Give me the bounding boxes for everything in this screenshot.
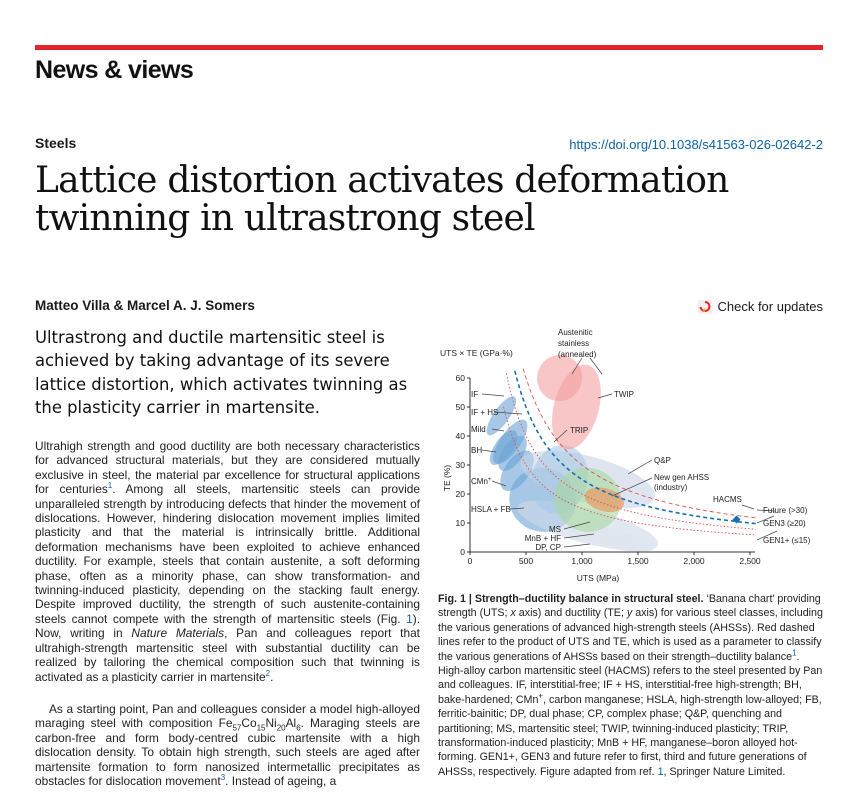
- subscript: 20: [276, 723, 286, 733]
- reference-link[interactable]: 1: [657, 765, 664, 778]
- y-tick-label: 50: [455, 402, 465, 412]
- body-paragraph-1: [35, 439, 420, 684]
- header-rule: [35, 45, 823, 50]
- check-for-updates-link[interactable]: [698, 299, 823, 314]
- figure-link[interactable]: 1: [406, 611, 413, 626]
- label-dp-cp: DP, CP: [535, 543, 561, 552]
- journal-section-brand: News & views: [35, 56, 194, 84]
- label-austenitic-3: (annealed): [558, 350, 597, 359]
- subscript: 6: [296, 723, 301, 733]
- label-mnb-hf: MnB + HF: [524, 534, 561, 543]
- figure-caption: [438, 592, 824, 779]
- caption-text: axis) for various steel classes, including the various generations of advanced high-strength steels (AHSSs). Red dashed lines refer to the product of UTS and TE, which is used as a parameter to classify the various generations of AHSSs based on their strength–ductility balance: [438, 607, 823, 663]
- body-text: , Pan and colleagues report that ultrahigh-strength martensitic steel with substantial ductility can be realized by tailoring the chemical composition such that twinning is activated as a plasticity carrier in martensite: [35, 626, 420, 684]
- caption-text: . High-alloy carbon martensitic steel (HACMS) refers to the steel presented by Pan and colleagues. IF, interstitial-free; IF + HS, interstitial-free high-strength; BH, bake-hardened; CMn: [438, 650, 823, 706]
- label-new-gen-1: New gen AHSS: [654, 473, 710, 482]
- leader-line: [628, 460, 652, 474]
- x-tick-label: 500: [518, 556, 534, 566]
- caption-italic: y: [626, 607, 633, 620]
- caption-text: axis) and ductility (TE;: [515, 607, 627, 620]
- regions-layer: [482, 350, 663, 562]
- caption-italic: x: [510, 607, 516, 620]
- x-axis-label: UTS (MPa): [576, 573, 620, 583]
- label-trip: TRIP: [570, 426, 589, 435]
- label-cmn: [471, 477, 492, 486]
- reference-link[interactable]: 1: [107, 481, 113, 491]
- body-text: Co: [241, 716, 257, 731]
- label-bh: BH: [471, 446, 483, 455]
- label-hacms: HACMS: [713, 495, 742, 504]
- body-text: ). Now, writing in: [35, 611, 420, 641]
- body-text: . Among all steels, martensitic steels can provide unparalleled strength by introducing defects that hinder the movement of dislocations. However, hindering dislocation movement implies limited plasticity and that the material is intrinsically brittle. Additional deformation mechanisms have been exploited to achieve enhanced ductility. For example, steels that contain austenite, a soft deforming phase, often as a minority phase, can show transformation- and twinning-induced plasticity, depending on the stacking fault energy. Despite improved ductility, the strength of such austenite-containing steels cannot compete with the strength of martensitic steels (Fig.: [35, 482, 420, 626]
- caption-text: , carbon manganese; HSLA, high-strength low-alloyed; FB, ferritic-bainitic; DP, dual phase; CP, complex phase; Q&P, quenching and partitioning; MS, martensitic steel; TWIP, twinning-induced plasticity; TRIP, transformation-induced plasticity; MnB + HF, manganese–boron alloyed hot-forming. GEN1+, GEN3 and future refer to first, third and future generations of AHSSs, respectively. Figure adapted from ref.: [438, 693, 822, 778]
- caption-sup: +: [538, 691, 544, 701]
- label-hsla-fb: HSLA + FB: [471, 505, 511, 514]
- label-if-hs: IF + HS: [471, 408, 499, 417]
- label-new-gen-2: (industry): [654, 483, 688, 492]
- caption-text: ‘Banana chart’ providing strength (UTS;: [438, 593, 821, 620]
- label-austenitic-2: stainless: [558, 339, 590, 348]
- body-text: As a starting point, Pan and colleagues consider a model high-alloyed maraging steel with composition Fe: [35, 702, 420, 731]
- y-tick-label: 40: [455, 431, 465, 441]
- reference-link[interactable]: 2: [265, 668, 271, 678]
- author-list: Matteo Villa & Marcel A. J. Somers: [35, 298, 255, 313]
- y-tick-label: 30: [455, 460, 465, 470]
- label-austenitic-1: Austenitic: [558, 328, 593, 337]
- x-tick-label: 1,500: [627, 556, 649, 566]
- body-text: . Maraging steels are carbon-free and form body-centred cubic martensite with a high dislocation density. To obtain high strength, such steels are aged after martensite formation to form nanosized intermetallic precipitates as obstacles for dislocation movement: [35, 716, 420, 789]
- label-cmn-text: CMn: [471, 477, 488, 486]
- label-if: IF: [471, 390, 479, 399]
- caption-label: Fig. 1 | Strength–ductility balance in structural steel.: [438, 593, 704, 605]
- x-tick-label: 0: [467, 556, 473, 566]
- body-text: .: [270, 669, 274, 684]
- label-cmn-sup: +: [487, 477, 492, 483]
- y-tick-label: 10: [455, 518, 465, 528]
- top-axis-label: UTS × TE (GPa·%): [440, 348, 513, 358]
- standfirst: Ultrastrong and ductile martensitic steel is achieved by taking advantage of its severe lattice distortion, which activates twinning as the plasticity carrier in martensite.: [35, 328, 408, 417]
- subscript: 15: [256, 723, 266, 733]
- y-tick-label: 60: [455, 373, 465, 383]
- check-updates-label: Check for updates: [717, 299, 823, 314]
- check-updates-icon: [698, 300, 712, 314]
- label-future: Future (>30): [763, 506, 808, 515]
- reference-link[interactable]: 1: [792, 648, 797, 658]
- label-ms: MS: [549, 525, 561, 534]
- article-title: Lattice distortion activates deformation twinning in ultrastrong steel: [35, 160, 729, 239]
- reference-link[interactable]: 3: [220, 773, 226, 783]
- x-tick-label: 1,000: [571, 556, 593, 566]
- body-text: Ni: [265, 716, 277, 731]
- caption-text: , Springer Nature Limited.: [663, 765, 786, 778]
- body-text: . Instead of ageing, a: [225, 774, 337, 789]
- label-gen1: GEN1+ (≤15): [763, 536, 811, 545]
- x-tick-label: 2,000: [683, 556, 705, 566]
- body-paragraph-2: [35, 702, 420, 788]
- label-qp: Q&P: [654, 456, 671, 465]
- subscript: 57: [232, 723, 242, 733]
- label-twip: TWIP: [614, 390, 634, 399]
- y-tick-label: 20: [455, 489, 465, 499]
- label-gen3: GEN3 (≥20): [763, 519, 806, 528]
- x-tick-label: 2,500: [739, 556, 761, 566]
- doi-link[interactable]: https://doi.org/10.1038/s41563-026-02642-2: [569, 137, 823, 152]
- body-text: Ultrahigh strength and good ductility are both necessary characteristics for advanced structural materials, but they are considered mutually exclusive in steel, the material par excellence for structural applications for centuries: [35, 439, 420, 497]
- label-mild: Mild: [471, 425, 486, 434]
- journal-name: Nature Materials: [131, 626, 225, 641]
- leader-line: [482, 394, 504, 396]
- section-label: Steels: [35, 135, 77, 151]
- leader-line: [564, 544, 590, 547]
- banana-chart: [432, 326, 824, 588]
- y-tick-label: 0: [460, 547, 465, 557]
- body-text: Al: [285, 716, 297, 731]
- y-axis-label: TE (%): [442, 464, 452, 492]
- leader-line: [742, 505, 754, 509]
